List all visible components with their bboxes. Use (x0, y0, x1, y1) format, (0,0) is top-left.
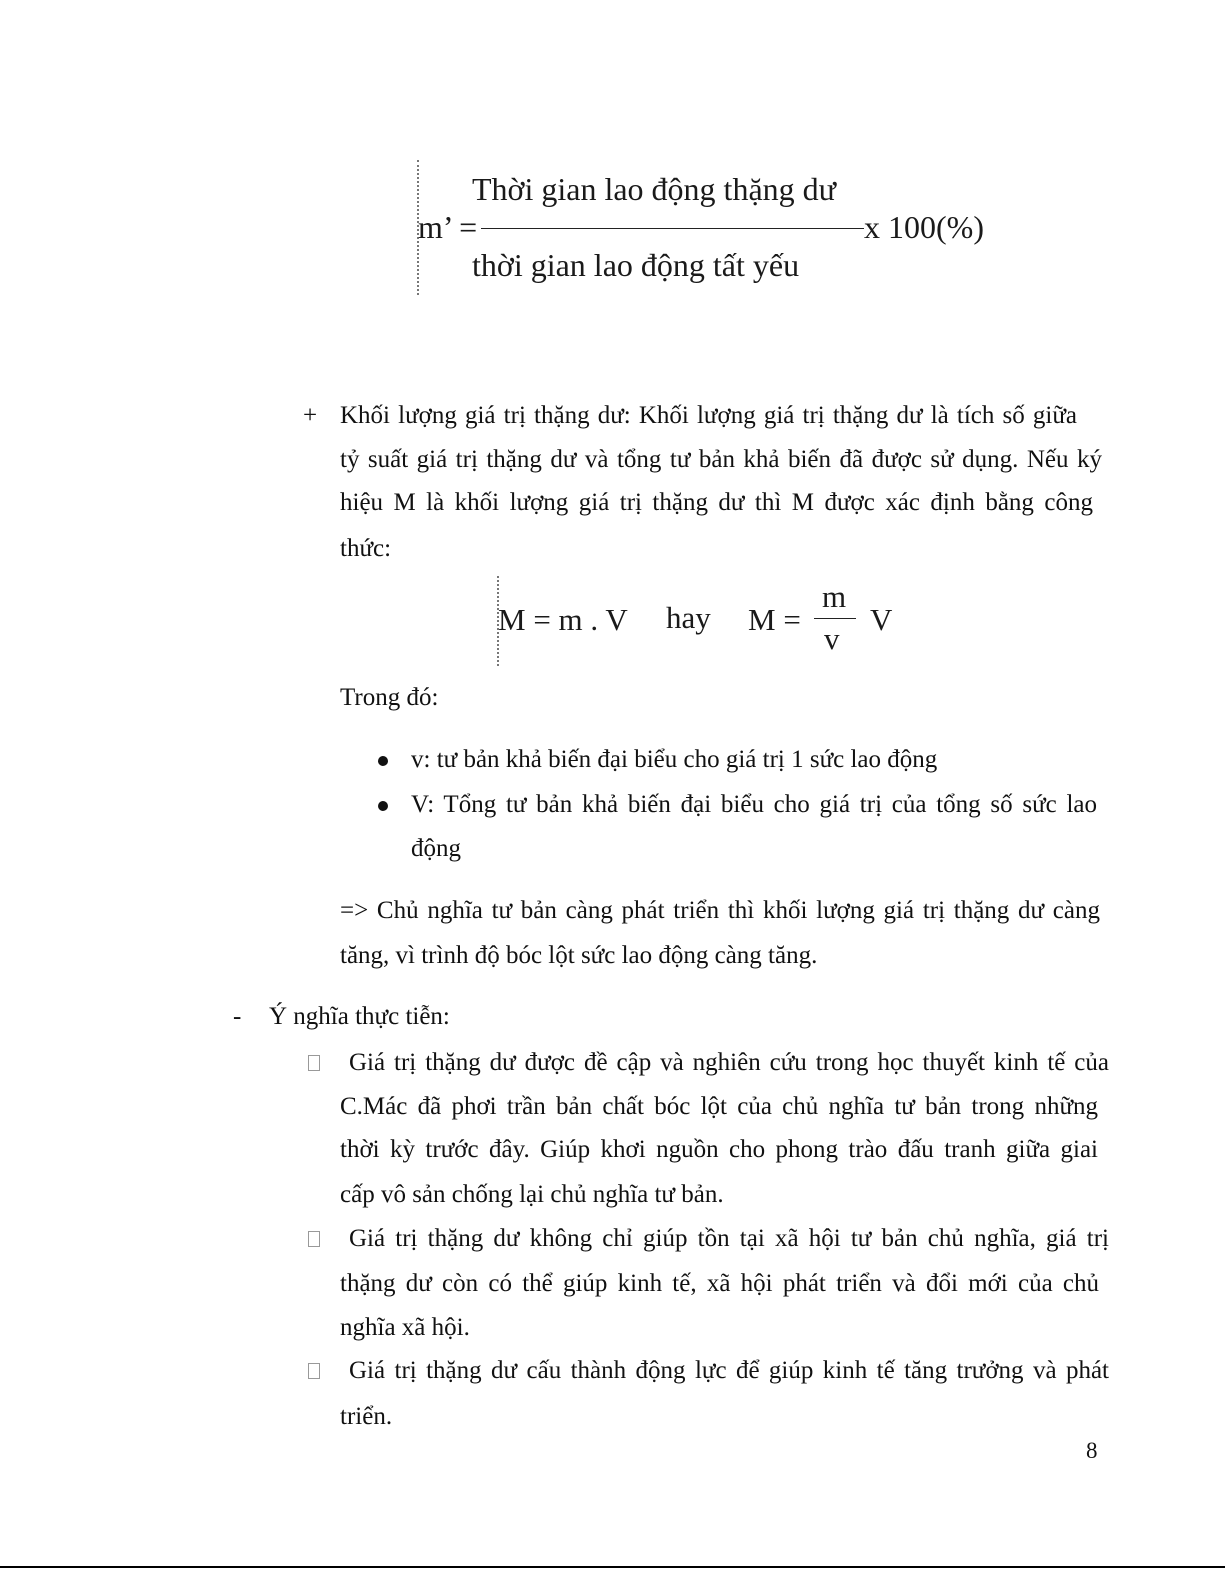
practical-item-line: C.Mác đã phơi trần bản chất bóc lột của chủ nghĩa tư bản trong những (340, 1093, 1098, 1120)
formula2-denominator: v (824, 621, 840, 656)
definition-line: V: Tổng tư bản khả biến đại biểu cho giá trị của tổng số sức lao (411, 791, 1097, 818)
formula2-part1: M = m . V (498, 602, 628, 637)
formula1-numerator: Thời gian lao động thặng dư (472, 171, 836, 207)
definition-line: động (411, 835, 461, 862)
paragraph-line: thức: (340, 535, 392, 562)
practical-item-line: Giá trị thặng dư cấu thành động lực để giúp kinh tế tăng trưởng và phát (349, 1357, 1109, 1384)
formula2-rhs: V (870, 602, 893, 637)
bullet-dot (378, 801, 388, 811)
missing-glyph-box-icon (308, 1363, 320, 1379)
formula1-fraction-bar (481, 228, 864, 229)
formula1-denominator: thời gian lao động tất yếu (472, 247, 800, 283)
practical-item-line: thời kỳ trước đây. Giúp khơi nguồn cho phong trào đấu tranh giữa giai (340, 1136, 1098, 1163)
practical-item-line: nghĩa xã hội. (340, 1314, 470, 1341)
practical-item-line: Giá trị thặng dư được đề cập và nghiên cứu trong học thuyết kinh tế của (349, 1049, 1109, 1076)
formula2-numerator: m (822, 579, 847, 614)
formula1-lhs: m’ = (418, 209, 478, 245)
formula2-fraction-bar (814, 618, 856, 619)
section-heading: Ý nghĩa thực tiễn: (269, 1003, 450, 1030)
conclusion-line: tăng, vì trình độ bóc lột sức lao động càng tăng. (340, 942, 818, 969)
practical-item-line: thặng dư còn có thể giúp kinh tế, xã hội phát triển và đổi mới của chủ (340, 1270, 1099, 1297)
formula1-multiplier: x 100(%) (864, 209, 984, 245)
conclusion-line: => Chủ nghĩa tư bản càng phát triển thì khối lượng giá trị thặng dư càng (340, 897, 1100, 924)
practical-item-line: triển. (340, 1403, 393, 1430)
paragraph-line: tỷ suất giá trị thặng dư và tổng tư bản khả biến đã được sử dụng. Nếu ký (340, 446, 1102, 473)
paragraph-line: Khối lượng giá trị thặng dư: Khối lượng giá trị thặng dư là tích số giữa (340, 402, 1077, 429)
practical-item-line: cấp vô sản chống lại chủ nghĩa tư bản. (340, 1181, 724, 1208)
page-number: 8 (1086, 1438, 1098, 1463)
formula2-lhs: M = (748, 602, 801, 637)
missing-glyph-box-icon (308, 1055, 320, 1071)
paragraph-line: hiệu M là khối lượng giá trị thặng dư thì M được xác định bằng công (340, 489, 1093, 516)
list-marker-plus: + (303, 402, 318, 429)
missing-glyph-box-icon (308, 1231, 320, 1247)
formula2-connector: hay (666, 600, 711, 635)
bullet-dot (378, 756, 388, 766)
definition-line: v: tư bản khả biến đại biểu cho giá trị 1 sức lao động (411, 746, 938, 773)
list-marker-dash: - (233, 1003, 242, 1030)
where-label: Trong đó: (340, 684, 439, 711)
page-bottom-border (0, 1566, 1225, 1568)
practical-item-line: Giá trị thặng dư không chỉ giúp tồn tại xã hội tư bản chủ nghĩa, giá trị (349, 1225, 1109, 1252)
